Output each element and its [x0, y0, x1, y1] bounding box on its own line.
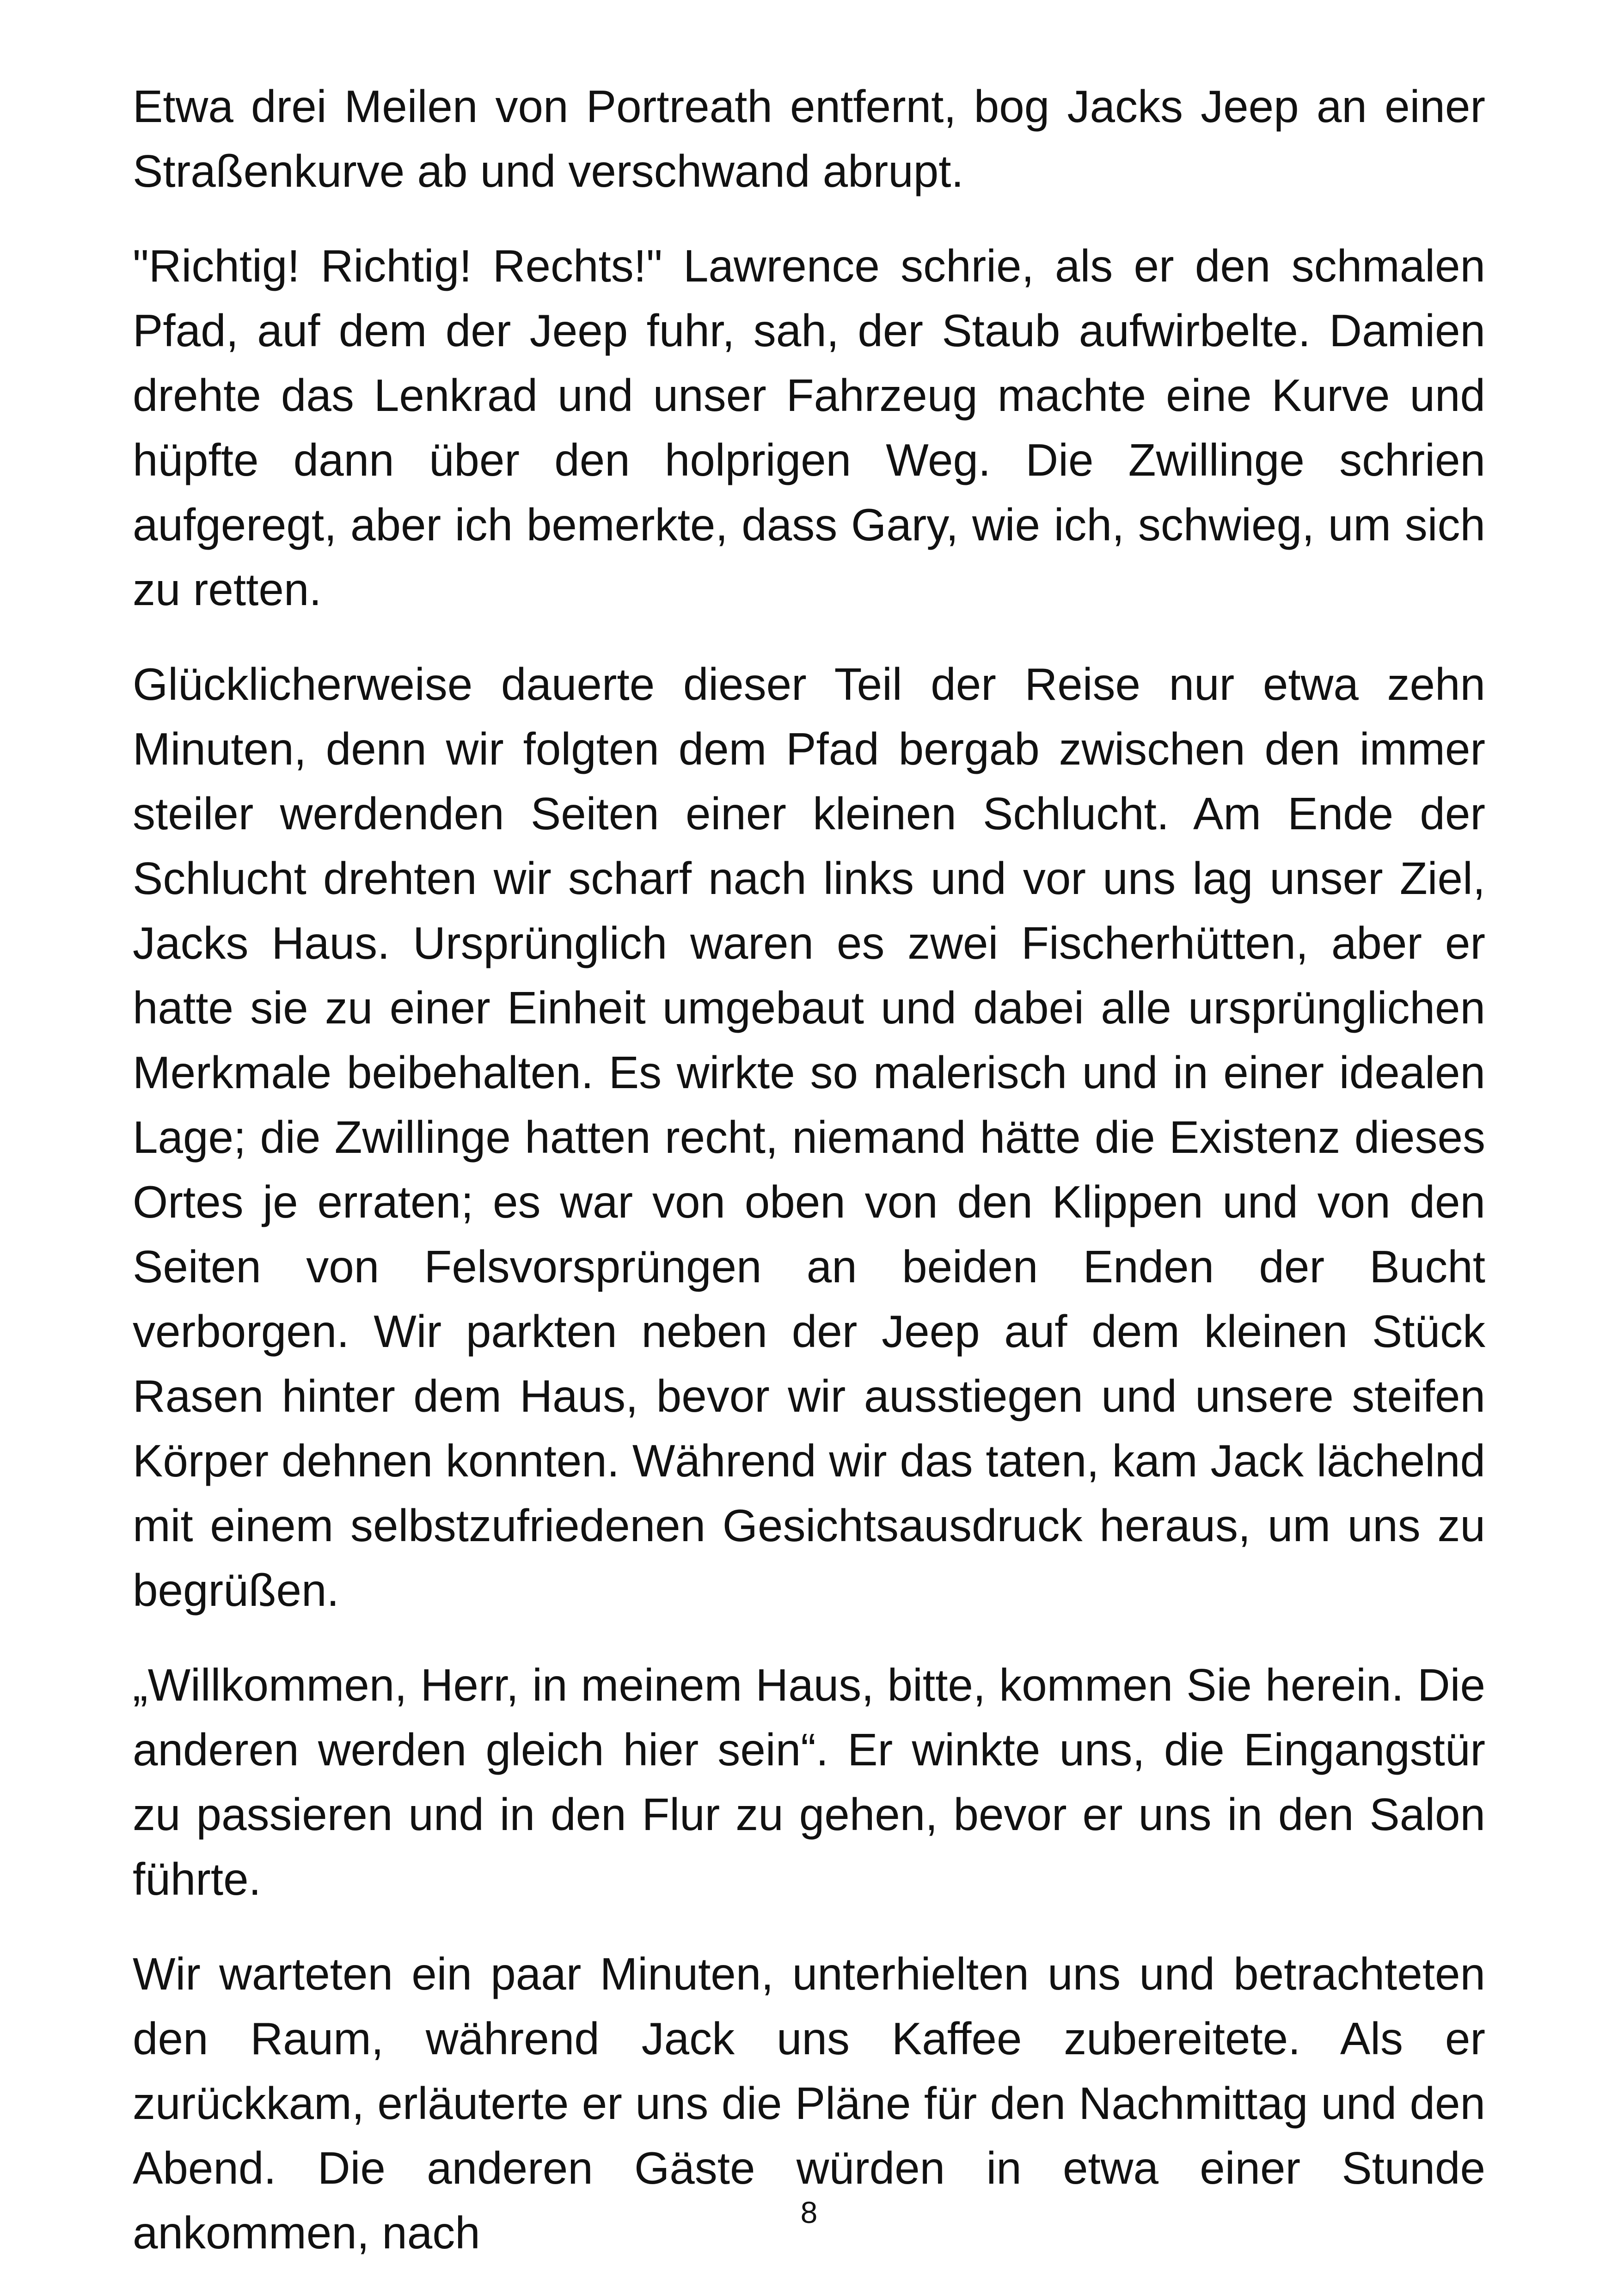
body-text: [133, 74, 1485, 2295]
paragraph-2: "Richtig! Richtig! Rechts!" Lawrence schrie, als er den schmalen Pfad, auf dem der Jeep fuhr, sah, der Staub aufwirbelte. Damien drehte das Lenkrad und unser Fahrzeug machte eine Kurve und hüpfte dann über den holprigen Weg. Die Zwillinge schrien aufgeregt, aber ich bemerkte, dass Gary, wie ich, schwieg, um sich zu retten.: [133, 240, 1485, 615]
paragraph-4: „Willkommen, Herr, in meinem Haus, bitte, kommen Sie herein. Die anderen werden gleich hier sein“. Er winkte uns, die Eingangstür zu passieren und in den Flur zu gehen, bevor er uns in den Salon führte.: [133, 1659, 1485, 1904]
paragraph-5: Wir warteten ein paar Minuten, unterhielten uns und betrachteten den Raum, während Jack uns Kaffee zubereitete. Als er zurückkam, erläuterte er uns die Pläne für den Nachmittag und den Abend. Die anderen Gäste würden in etwa einer Stunde ankommen, nach: [133, 1948, 1485, 2258]
paragraph-3: Glücklicherweise dauerte dieser Teil der Reise nur etwa zehn Minuten, denn wir folgten dem Pfad bergab zwischen den immer steiler werdenden Seiten einer kleinen Schlucht. Am Ende der Schlucht drehten wir scharf nach links und vor uns lag unser Ziel, Jacks Haus. Ursprünglich waren es zwei Fischerhütten, aber er hatte sie zu einer Einheit umgebaut und dabei alle ursprünglichen Merkmale beibehalten. Es wirkte so malerisch und in einer idealen Lage; die Zwillinge hatten recht, niemand hätte die Existenz dieses Ortes je erraten; es war von oben von den Klippen und von den Seiten von Felsvorsprüngen an beiden Enden der Bucht verborgen. Wir parkten neben der Jeep auf dem kleinen Stück Rasen hinter dem Haus, bevor wir ausstiegen und unsere steifen Körper dehnen konnten. Während wir das taten, kam Jack lächelnd mit einem selbstzufriedenen Gesichtsausdruck heraus, um uns zu begrüßen.: [133, 659, 1485, 1616]
paragraph-1: Etwa drei Meilen von Portreath entfernt, bog Jacks Jeep an einer Straßenkurve ab und verschwand abrupt.: [133, 81, 1485, 196]
page-number: 8: [800, 2195, 818, 2229]
